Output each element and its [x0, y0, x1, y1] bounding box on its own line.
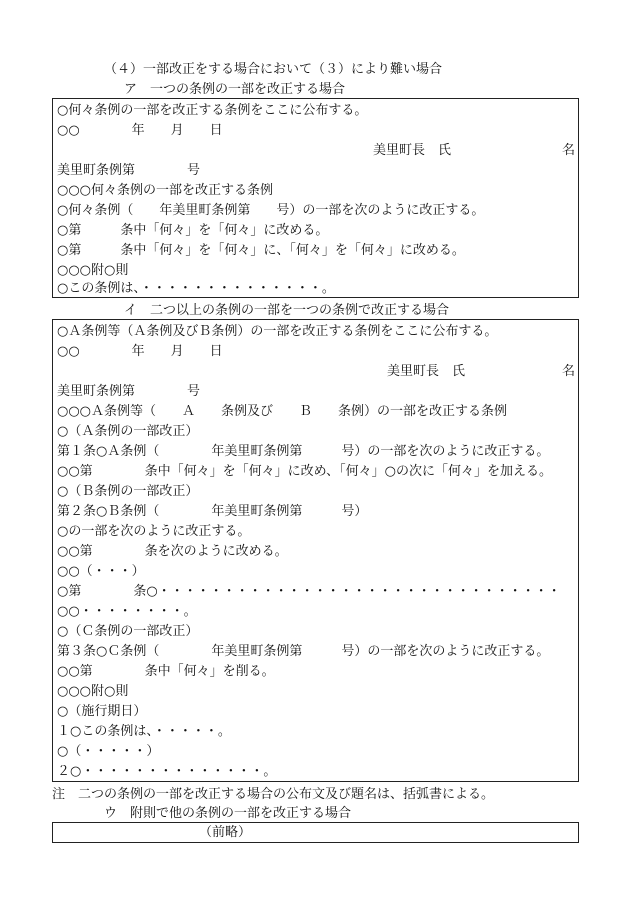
section-b-line: 第１条○Ａ条例（ 年美里町条例第 号）の一部を次のように改正する。 [57, 444, 550, 459]
section-b-line: ○○○附○則 [57, 684, 129, 699]
section-b-mayor: 美里町長 氏 [387, 364, 466, 379]
section-a-box [52, 98, 579, 298]
section-b-mayor-name: 名 [562, 364, 576, 379]
section-b-line: ○（Ｃ条例の一部改正） [57, 624, 199, 639]
section-a-mayor-name: 名 [562, 143, 576, 158]
section-b-line: ○○第 条を次のように改める。 [57, 544, 288, 559]
section-b-line: ○○・・・・・・・・。 [57, 604, 197, 619]
section-b-line: ２○・・・・・・・・・・・・・・。 [57, 764, 277, 779]
section-c-title: ウ 附則で他の条例の一部を改正する場合 [104, 806, 352, 821]
section-a-mayor: 美里町長 氏 [373, 143, 452, 158]
section-b-line: ○○（・・・） [57, 564, 145, 579]
section-b-line: 美里町条例第 号 [57, 384, 201, 399]
section-a-line: ○○○何々条例の一部を改正する条例 [57, 183, 274, 198]
section-b-line: 第３条○Ｃ条例（ 年美里町条例第 号）の一部を次のように改正する。 [57, 644, 550, 659]
section-a-line: ○○○附○則 [57, 263, 129, 278]
section-b-line: １○この条例は、・・・・・。 [57, 724, 231, 739]
section-a-line: ○第 条中「何々」を「何々」に改める。 [57, 223, 329, 238]
section-a-line: ○第 条中「何々」を「何々」に、「何々」を「何々」に改める。 [57, 243, 465, 258]
section-b-line: ○（・・・・・） [57, 744, 160, 759]
section-b-line: ○（Ｂ条例の一部改正） [57, 484, 199, 499]
note: 注 二つの条例の一部を改正する場合の公布文及び題名は、括弧書による。 [52, 787, 495, 802]
section-b-line: ○の一部を次のように改正する。 [57, 524, 251, 539]
section-b-box [52, 319, 579, 782]
section-c-box [52, 822, 579, 843]
section-a-line: 美里町条例第 号 [57, 163, 201, 178]
section-a-line: ○○ 年 月 日 [57, 123, 223, 138]
section-b-line: ○○○Ａ条例等（ Ａ 条例及び Ｂ 条例）の一部を改正する条例 [57, 404, 508, 419]
section-b-line: 第２条○Ｂ条例（ 年美里町条例第 号） [57, 504, 368, 519]
section-b-line: ○（Ａ条例の一部改正） [57, 424, 199, 439]
section-c-line: （前略） [199, 825, 252, 840]
section-b-line: ○Ａ条例等（Ａ条例及びＢ条例）の一部を改正する条例をここに公布する。 [57, 324, 498, 339]
section-a-line: ○この条例は、・・・・・・・・・・・・・・。 [57, 281, 335, 296]
section-heading: （４）一部改正をする場合において（３）により難い場合 [104, 62, 443, 77]
section-b-line: ○第 条○・・・・・・・・・・・・・・・・・・・・・・・・・・・・・・・ [57, 584, 561, 599]
section-a-title: ア 一つの条例の一部を改正する場合 [124, 82, 346, 97]
section-b-line: ○○ 年 月 日 [57, 344, 223, 359]
section-a-line: ○何々条例の一部を改正する条例をここに公布する。 [57, 103, 368, 118]
section-b-line: ○○第 条中「何々」を削る。 [57, 664, 275, 679]
section-a-line: ○何々条例（ 年美里町条例第 号）の一部を次のように改正する。 [57, 203, 485, 218]
section-b-line: ○（施行期日） [57, 704, 147, 719]
section-b-line: ○○第 条中「何々」を「何々」に改め、「何々」○の次に「何々」を加える。 [57, 464, 553, 479]
section-b-title: イ 二つ以上の条例の一部を一つの条例で改正する場合 [124, 303, 450, 318]
